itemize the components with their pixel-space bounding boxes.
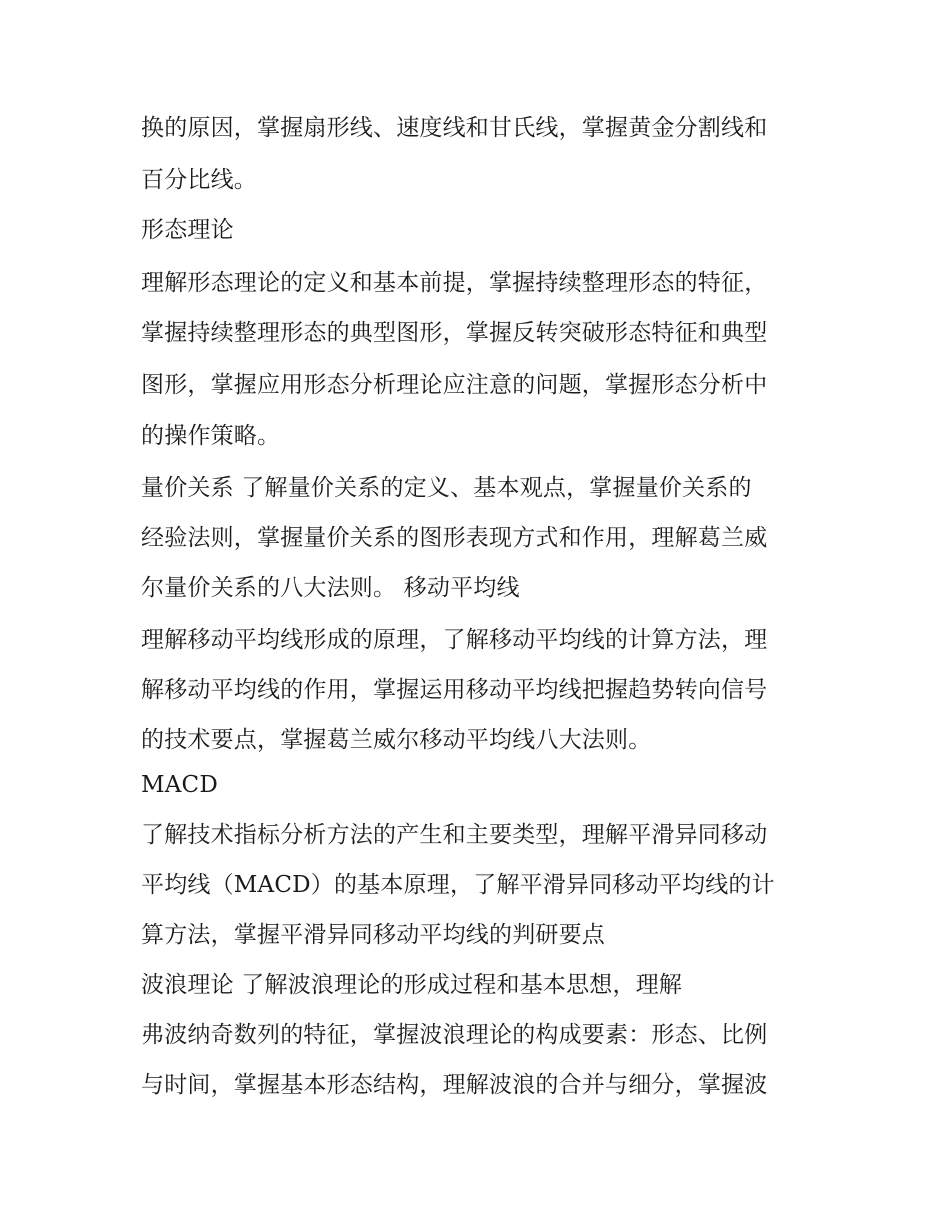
text-line: 尔量价关系的八大法则。 移动平均线 [141, 575, 520, 601]
text-line: 换的原因，掌握扇形线、速度线和甘氏线，掌握黄金分割线和 [141, 115, 768, 141]
text-line: 的技术要点，掌握葛兰威尔移动平均线八大法则。 [141, 727, 652, 753]
text-line: 了解技术指标分析方法的产生和主要类型，理解平滑异同移动 [141, 822, 768, 848]
text-line: 平均线（MACD）的基本原理，了解平滑异同移动平均线的计 [141, 872, 775, 898]
section-wave-theory: 波浪理论 了解波浪理论的形成过程和基本思想，理解 [141, 972, 683, 998]
section-heading-macd: MACD [141, 772, 218, 798]
text-line: 算方法，掌握平滑异同移动平均线的判研要点 [141, 922, 605, 948]
text-line: 百分比线。 [141, 167, 257, 193]
text-line: 的操作策略。 [141, 423, 281, 449]
text-line: 掌握持续整理形态的典型图形，掌握反转突破形态特征和典型 [141, 320, 768, 346]
text-line: 图形，掌握应用形态分析理论应注意的问题，掌握形态分析中 [141, 372, 768, 398]
text-line: 解移动平均线的作用，掌握运用移动平均线把握趋势转向信号 [141, 677, 768, 703]
text-line: 经验法则，掌握量价关系的图形表现方式和作用，理解葛兰威 [141, 525, 768, 551]
section-volume-price: 量价关系 了解量价关系的定义、基本观点，掌握量价关系的 [141, 475, 752, 501]
text-line: 与时间，掌握基本形态结构，理解波浪的合并与细分，掌握波 [141, 1072, 768, 1098]
section-heading-pattern-theory: 形态理论 [141, 217, 234, 243]
text-line: 理解形态理论的定义和基本前提，掌握持续整理形态的特征， [141, 270, 768, 296]
text-line: 理解移动平均线形成的原理，了解移动平均线的计算方法，理 [141, 627, 768, 653]
text-line: 弗波纳奇数列的特征，掌握波浪理论的构成要素：形态、比例 [141, 1022, 768, 1048]
